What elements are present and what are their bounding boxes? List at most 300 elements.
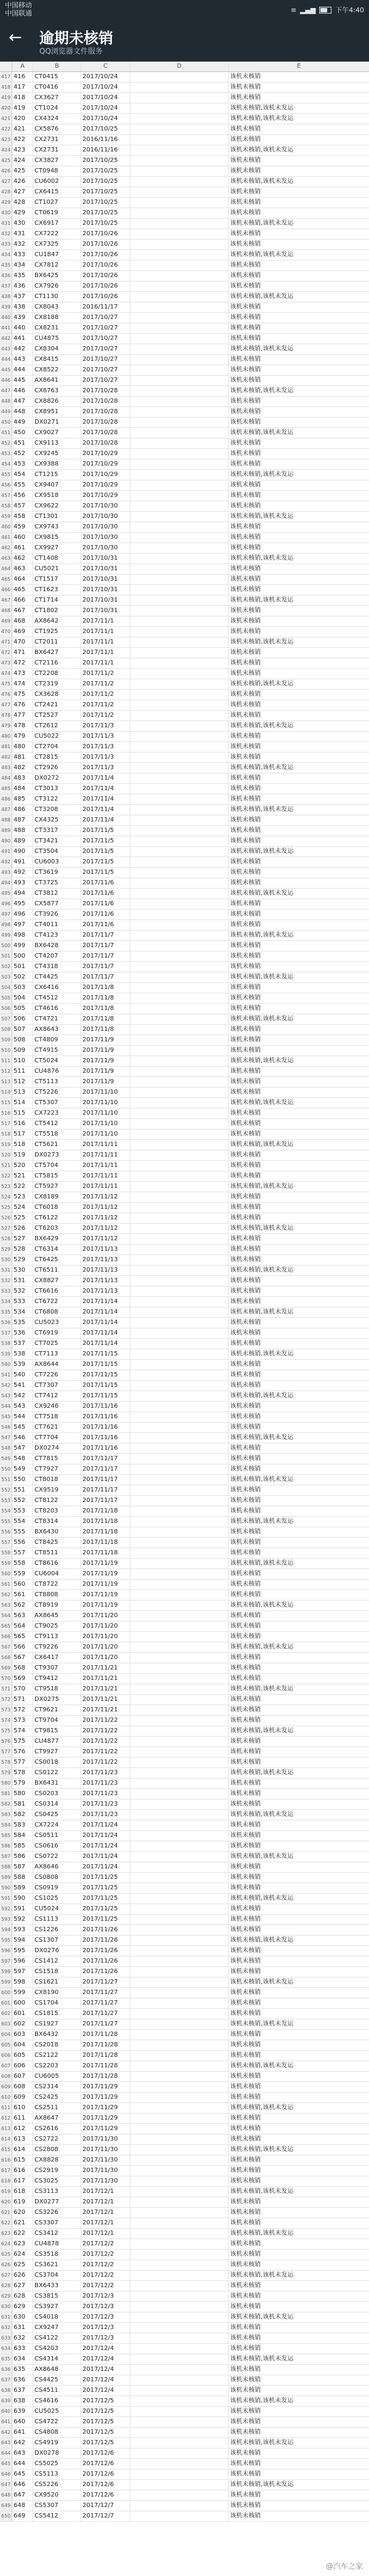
cell-a[interactable]: 649	[12, 2511, 33, 2521]
cell-a[interactable]: 548	[12, 1454, 33, 1464]
row-number[interactable]: 600	[0, 1988, 12, 1998]
cell-d[interactable]	[130, 1203, 229, 1213]
row-number[interactable]: 614	[0, 2134, 12, 2144]
row-number[interactable]: 590	[0, 1883, 12, 1893]
cell-c[interactable]: 2017/11/7	[81, 972, 130, 982]
cell-d[interactable]	[130, 2166, 229, 2176]
cell-d[interactable]	[130, 596, 229, 605]
row-number[interactable]: 592	[0, 1904, 12, 1914]
cell-b[interactable]: CS0808	[33, 1873, 81, 1883]
cell-c[interactable]: 2017/11/27	[81, 1977, 130, 1987]
cell-e[interactable]: 该机未核销	[230, 995, 261, 1001]
cell-d[interactable]	[130, 1276, 229, 1286]
cell-c[interactable]: 2017/11/19	[81, 1601, 130, 1610]
row-number[interactable]: 428	[0, 187, 12, 197]
cell-a[interactable]: 594	[12, 1936, 33, 1945]
cell-b[interactable]: CT7927	[33, 1464, 81, 1474]
cell-c[interactable]: 2017/12/2	[81, 2239, 130, 2249]
cell-a[interactable]: 633	[12, 2344, 33, 2354]
row-number[interactable]: 535	[0, 1307, 12, 1317]
cell-b[interactable]: CT1517	[33, 575, 81, 584]
cell-b[interactable]: CX7325	[33, 240, 81, 249]
row-number[interactable]: 462	[0, 543, 12, 553]
row-number[interactable]: 489	[0, 826, 12, 836]
cell-b[interactable]: CS4722	[33, 2417, 81, 2427]
cell-e[interactable]: 该机未核销	[230, 2429, 261, 2436]
cell-b[interactable]: CS5412	[33, 2511, 81, 2521]
cell-b[interactable]: CS3025	[33, 2176, 81, 2186]
row-number[interactable]: 512	[0, 1067, 12, 1076]
cell-b[interactable]: CT2011	[33, 637, 81, 647]
cell-e[interactable]: 该机未核销,该机未发运	[230, 722, 294, 729]
cell-c[interactable]: 2017/10/29	[81, 470, 130, 480]
row-number[interactable]: 417	[0, 72, 12, 82]
cell-d[interactable]	[130, 543, 229, 553]
cell-e[interactable]: 该机未核销	[230, 84, 261, 91]
cell-d[interactable]	[130, 993, 229, 1003]
row-number[interactable]: 574	[0, 1716, 12, 1726]
row-number[interactable]: 626	[0, 2260, 12, 2270]
cell-c[interactable]: 2017/12/5	[81, 2407, 130, 2417]
row-number[interactable]: 466	[0, 585, 12, 595]
cell-d[interactable]	[130, 1349, 229, 1359]
cell-e[interactable]: 该机未核销	[230, 503, 261, 509]
cell-e[interactable]: 该机未核销,该机未发运	[230, 2104, 294, 2111]
cell-d[interactable]	[130, 1831, 229, 1841]
row-number[interactable]: 624	[0, 2239, 12, 2249]
cell-a[interactable]: 516	[12, 1119, 33, 1129]
cell-e[interactable]: 该机未核销	[230, 754, 261, 761]
cell-e[interactable]: 该机未核销	[230, 262, 261, 269]
cell-a[interactable]: 454	[12, 470, 33, 480]
row-number[interactable]: 579	[0, 1768, 12, 1778]
cell-c[interactable]: 2017/12/2	[81, 2250, 130, 2259]
cell-e[interactable]: 该机未核销	[230, 858, 261, 865]
cell-c[interactable]: 2017/11/9	[81, 1035, 130, 1045]
cell-b[interactable]: CS0919	[33, 1883, 81, 1893]
cell-e[interactable]: 该机未核销	[230, 419, 261, 426]
row-number[interactable]: 610	[0, 2093, 12, 2102]
cell-e[interactable]: 该机未核销	[230, 2083, 261, 2090]
cell-d[interactable]	[130, 1192, 229, 1202]
cell-d[interactable]	[130, 386, 229, 396]
cell-d[interactable]	[130, 1904, 229, 1914]
cell-b[interactable]: CS3113	[33, 2187, 81, 2197]
cell-c[interactable]: 2017/11/5	[81, 836, 130, 846]
cell-a[interactable]: 578	[12, 1768, 33, 1778]
cell-a[interactable]: 577	[12, 1758, 33, 1767]
cell-e[interactable]: 该机未核销	[230, 1822, 261, 1828]
cell-b[interactable]: CX8188	[33, 313, 81, 323]
cell-b[interactable]: CT7815	[33, 1454, 81, 1464]
cell-b[interactable]: CX5877	[33, 899, 81, 909]
cell-b[interactable]: CT2612	[33, 721, 81, 731]
cell-b[interactable]: CX8522	[33, 365, 81, 375]
cell-e[interactable]: 该机未核销	[230, 2261, 261, 2268]
cell-d[interactable]	[130, 1894, 229, 1904]
cell-a[interactable]: 498	[12, 931, 33, 940]
cell-b[interactable]: CU6004	[33, 1569, 81, 1579]
cell-d[interactable]	[130, 1454, 229, 1464]
cell-d[interactable]	[130, 1998, 229, 2008]
cell-c[interactable]: 2017/11/6	[81, 899, 130, 909]
cell-d[interactable]	[130, 763, 229, 773]
cell-b[interactable]: CX9519	[33, 1485, 81, 1495]
row-number[interactable]: 497	[0, 910, 12, 919]
cell-b[interactable]: CT2815	[33, 753, 81, 762]
cell-d[interactable]	[130, 2417, 229, 2427]
row-number[interactable]: 471	[0, 637, 12, 647]
cell-d[interactable]	[130, 910, 229, 919]
cell-c[interactable]: 2017/11/15	[81, 1391, 130, 1401]
row-number[interactable]: 613	[0, 2124, 12, 2134]
cell-b[interactable]: CS0511	[33, 1831, 81, 1841]
cell-b[interactable]: CU4876	[33, 1067, 81, 1076]
cell-a[interactable]: 477	[12, 711, 33, 721]
cell-b[interactable]: BX6430	[33, 1527, 81, 1537]
cell-b[interactable]: CT0619	[33, 208, 81, 218]
cell-b[interactable]: CT9518	[33, 1684, 81, 1694]
cell-b[interactable]: CU4875	[33, 334, 81, 344]
cell-c[interactable]: 2017/12/3	[81, 2312, 130, 2322]
cell-c[interactable]: 2017/11/23	[81, 1768, 130, 1778]
cell-e[interactable]: 该机未核销,该机未发运	[230, 1225, 294, 1232]
cell-a[interactable]: 456	[12, 491, 33, 501]
cell-a[interactable]: 539	[12, 1360, 33, 1370]
cell-a[interactable]: 524	[12, 1203, 33, 1213]
cell-a[interactable]: 546	[12, 1433, 33, 1443]
cell-a[interactable]: 579	[12, 1779, 33, 1788]
row-number[interactable]: 461	[0, 533, 12, 543]
cell-e[interactable]: 该机未核销	[230, 1120, 261, 1127]
row-number[interactable]: 474	[0, 669, 12, 679]
cell-b[interactable]: CT4721	[33, 1014, 81, 1024]
cell-a[interactable]: 521	[12, 1171, 33, 1181]
cell-e[interactable]: 该机未核销,该机未发运	[230, 387, 294, 394]
cell-a[interactable]: 460	[12, 533, 33, 543]
cell-a[interactable]: 447	[12, 397, 33, 406]
row-number[interactable]: 445	[0, 365, 12, 375]
cell-c[interactable]: 2017/10/27	[81, 334, 130, 344]
row-number[interactable]: 584	[0, 1820, 12, 1830]
cell-a[interactable]: 612	[12, 2124, 33, 2134]
cell-e[interactable]: 该机未核销	[230, 1173, 261, 1179]
cell-d[interactable]	[130, 1046, 229, 1056]
cell-a[interactable]: 636	[12, 2375, 33, 2385]
cell-d[interactable]	[130, 2312, 229, 2322]
cell-e[interactable]: 该机未核销	[230, 1570, 261, 1577]
cell-c[interactable]: 2017/10/29	[81, 449, 130, 459]
cell-a[interactable]: 559	[12, 1569, 33, 1579]
row-number[interactable]: 444	[0, 355, 12, 365]
cell-e[interactable]: 该机未核销,该机未发运	[230, 2062, 294, 2069]
spreadsheet[interactable]	[0, 62, 369, 2522]
cell-b[interactable]: CT6511	[33, 1266, 81, 1275]
cell-b[interactable]: CT3725	[33, 878, 81, 888]
cell-b[interactable]: CX8951	[33, 407, 81, 417]
cell-e[interactable]: 该机未核销	[230, 461, 261, 467]
cell-a[interactable]: 618	[12, 2187, 33, 2197]
cell-d[interactable]	[130, 1307, 229, 1317]
cell-d[interactable]	[130, 2438, 229, 2448]
row-number[interactable]: 573	[0, 1705, 12, 1715]
row-number[interactable]: 484	[0, 773, 12, 783]
cell-c[interactable]: 2017/10/25	[81, 208, 130, 218]
cell-b[interactable]: CS0616	[33, 1841, 81, 1851]
cell-b[interactable]: CS0314	[33, 1799, 81, 1809]
cell-c[interactable]: 2017/11/13	[81, 1276, 130, 1286]
cell-c[interactable]: 2017/11/3	[81, 732, 130, 741]
row-number[interactable]: 502	[0, 962, 12, 972]
cell-a[interactable]: 556	[12, 1538, 33, 1548]
cell-c[interactable]: 2017/11/26	[81, 1936, 130, 1945]
cell-d[interactable]	[130, 491, 229, 501]
cell-e[interactable]: 该机未核销	[230, 1455, 261, 1462]
cell-d[interactable]	[130, 857, 229, 867]
cell-e[interactable]: 该机未核销	[230, 921, 261, 928]
cell-b[interactable]: CS4203	[33, 2344, 81, 2354]
cell-b[interactable]: CX7223	[33, 1108, 81, 1118]
cell-c[interactable]: 2017/11/8	[81, 1004, 130, 1014]
cell-e[interactable]: 该机未核销,该机未发运	[230, 115, 294, 122]
cell-b[interactable]: CX8189	[33, 1192, 81, 1202]
cell-d[interactable]	[130, 1632, 229, 1642]
cell-c[interactable]: 2017/10/25	[81, 156, 130, 166]
cell-d[interactable]	[130, 156, 229, 166]
cell-a[interactable]: 462	[12, 554, 33, 563]
cell-a[interactable]: 557	[12, 1548, 33, 1558]
cell-a[interactable]: 433	[12, 250, 33, 260]
cell-d[interactable]	[130, 1381, 229, 1391]
cell-a[interactable]: 530	[12, 1266, 33, 1275]
cell-e[interactable]: 该机未核销	[230, 544, 261, 551]
cell-d[interactable]	[130, 2271, 229, 2280]
cell-d[interactable]	[130, 2281, 229, 2291]
cell-b[interactable]: AX8644	[33, 1360, 81, 1370]
cell-d[interactable]	[130, 2019, 229, 2029]
row-number[interactable]: 552	[0, 1485, 12, 1495]
cell-a[interactable]: 606	[12, 2061, 33, 2071]
cell-e[interactable]: 该机未核销	[230, 2324, 261, 2331]
row-number[interactable]: 609	[0, 2082, 12, 2092]
row-number[interactable]: 596	[0, 1946, 12, 1956]
cell-c[interactable]: 2017/12/4	[81, 2375, 130, 2385]
cell-c[interactable]: 2017/11/5	[81, 868, 130, 878]
cell-d[interactable]	[130, 564, 229, 574]
cell-d[interactable]	[130, 679, 229, 689]
cell-b[interactable]: CT9704	[33, 1716, 81, 1726]
row-number[interactable]: 617	[0, 2166, 12, 2176]
row-number[interactable]: 511	[0, 1056, 12, 1066]
row-number[interactable]: 562	[0, 1590, 12, 1600]
cell-b[interactable]: CU1847	[33, 250, 81, 260]
row-number[interactable]: 587	[0, 1852, 12, 1862]
row-number[interactable]: 553	[0, 1496, 12, 1506]
cell-d[interactable]	[130, 250, 229, 260]
cell-e[interactable]: 该机未核销	[230, 628, 261, 635]
cell-c[interactable]: 2017/11/29	[81, 2082, 130, 2092]
cell-e[interactable]: 该机未核销	[230, 534, 261, 541]
cell-c[interactable]: 2017/10/31	[81, 554, 130, 563]
cell-e[interactable]: 该机未核销	[230, 1403, 261, 1410]
row-number[interactable]: 418	[0, 83, 12, 92]
cell-d[interactable]	[130, 1915, 229, 1924]
cell-b[interactable]: CT5927	[33, 1182, 81, 1192]
cell-a[interactable]: 602	[12, 2019, 33, 2029]
cell-a[interactable]: 443	[12, 355, 33, 365]
cell-d[interactable]	[130, 2407, 229, 2417]
cell-d[interactable]	[130, 700, 229, 710]
cell-b[interactable]: CT2704	[33, 742, 81, 752]
cell-a[interactable]: 429	[12, 208, 33, 218]
cell-a[interactable]: 426	[12, 177, 33, 187]
row-number[interactable]: 631	[0, 2312, 12, 2322]
cell-c[interactable]: 2017/10/25	[81, 187, 130, 197]
cell-b[interactable]: CT5518	[33, 1129, 81, 1139]
cell-a[interactable]: 467	[12, 606, 33, 616]
cell-c[interactable]: 2017/11/13	[81, 1266, 130, 1275]
cell-a[interactable]: 464	[12, 575, 33, 584]
cell-b[interactable]: CX4324	[33, 114, 81, 124]
cell-e[interactable]: 该机未核销,该机未发运	[230, 1895, 294, 1902]
cell-b[interactable]: CS0203	[33, 1789, 81, 1799]
row-number[interactable]: 586	[0, 1841, 12, 1851]
cell-e[interactable]: 该机未核销	[230, 1330, 261, 1336]
cell-e[interactable]: 该机未核销	[230, 94, 261, 101]
cell-c[interactable]: 2017/10/27	[81, 376, 130, 386]
cell-c[interactable]: 2017/12/7	[81, 2511, 130, 2521]
cell-b[interactable]: CS1927	[33, 2019, 81, 2029]
cell-e[interactable]: 该机未核销	[230, 879, 261, 886]
cell-b[interactable]: CT9113	[33, 1632, 81, 1642]
cell-b[interactable]: CT7113	[33, 1349, 81, 1359]
cell-d[interactable]	[130, 1967, 229, 1977]
row-number[interactable]: 628	[0, 2281, 12, 2291]
cell-b[interactable]: CT4809	[33, 1035, 81, 1045]
cell-a[interactable]: 502	[12, 972, 33, 982]
cell-d[interactable]	[130, 711, 229, 721]
row-number[interactable]: 490	[0, 836, 12, 846]
row-number[interactable]: 591	[0, 1894, 12, 1904]
cell-a[interactable]: 574	[12, 1726, 33, 1736]
cell-a[interactable]: 442	[12, 344, 33, 354]
cell-b[interactable]: CT9307	[33, 1663, 81, 1673]
cell-c[interactable]: 2017/11/13	[81, 1245, 130, 1254]
cell-a[interactable]: 593	[12, 1925, 33, 1935]
cell-e[interactable]: 该机未核销	[230, 1528, 261, 1535]
cell-d[interactable]	[130, 292, 229, 302]
row-number[interactable]: 602	[0, 2009, 12, 2019]
cell-d[interactable]	[130, 187, 229, 197]
cell-a[interactable]: 575	[12, 1737, 33, 1746]
cell-e[interactable]: 该机未核销	[230, 796, 261, 802]
cell-e[interactable]: 该机未核销	[230, 1497, 261, 1504]
cell-d[interactable]	[130, 1695, 229, 1705]
cell-a[interactable]: 603	[12, 2030, 33, 2040]
cell-e[interactable]: 该机未核销	[230, 492, 261, 499]
cell-e[interactable]: 该机未核销,该机未发运	[230, 2356, 294, 2362]
cell-e[interactable]: 该机未核销	[230, 1801, 261, 1807]
cell-a[interactable]: 438	[12, 302, 33, 312]
cell-e[interactable]: 该机未核销	[230, 304, 261, 310]
cell-c[interactable]: 2017/10/29	[81, 459, 130, 469]
cell-d[interactable]	[130, 1758, 229, 1767]
cell-e[interactable]: 该机未核销,该机未发运	[230, 1392, 294, 1399]
row-number[interactable]: 526	[0, 1213, 12, 1223]
cell-e[interactable]: 该机未核销	[230, 2219, 261, 2226]
cell-b[interactable]: CT4425	[33, 972, 81, 982]
cell-e[interactable]: 该机未核销	[230, 1989, 261, 1996]
cell-b[interactable]: CU5025	[33, 2407, 81, 2417]
cell-d[interactable]	[130, 2480, 229, 2490]
row-number[interactable]: 554	[0, 1506, 12, 1516]
cell-e[interactable]: 该机未核销	[230, 2460, 261, 2467]
cell-a[interactable]: 627	[12, 2281, 33, 2291]
cell-c[interactable]: 2017/10/30	[81, 543, 130, 553]
cell-a[interactable]: 430	[12, 219, 33, 228]
cell-b[interactable]: AX8643	[33, 1025, 81, 1035]
cell-e[interactable]: 该机未核销,该机未发运	[230, 1979, 294, 1985]
cell-e[interactable]: 该机未核销	[230, 576, 261, 583]
row-number[interactable]: 571	[0, 1684, 12, 1694]
cell-b[interactable]: CU5021	[33, 564, 81, 574]
cell-d[interactable]	[130, 1245, 229, 1254]
cell-d[interactable]	[130, 1737, 229, 1746]
row-number[interactable]: 509	[0, 1035, 12, 1045]
cell-b[interactable]: CX3827	[33, 156, 81, 166]
cell-b[interactable]: CT3421	[33, 836, 81, 846]
cell-a[interactable]: 466	[12, 596, 33, 605]
cell-a[interactable]: 587	[12, 1862, 33, 1872]
row-number[interactable]: 534	[0, 1297, 12, 1307]
cell-e[interactable]: 该机未核销	[230, 1487, 261, 1493]
cell-e[interactable]: 该机未核销	[230, 1277, 261, 1284]
cell-a[interactable]: 605	[12, 2051, 33, 2061]
cell-d[interactable]	[130, 1108, 229, 1118]
cell-c[interactable]: 2017/12/2	[81, 2271, 130, 2280]
cell-d[interactable]	[130, 1590, 229, 1600]
cell-a[interactable]: 611	[12, 2114, 33, 2123]
cell-a[interactable]: 451	[12, 438, 33, 448]
cell-d[interactable]	[130, 2155, 229, 2165]
cell-c[interactable]: 2017/10/27	[81, 365, 130, 375]
row-number[interactable]: 593	[0, 1915, 12, 1924]
cell-d[interactable]	[130, 2218, 229, 2228]
cell-c[interactable]: 2017/11/25	[81, 1894, 130, 1904]
cell-d[interactable]	[130, 1234, 229, 1244]
row-number[interactable]: 422	[0, 124, 12, 134]
cell-e[interactable]: 该机未核销	[230, 168, 261, 174]
cell-d[interactable]	[130, 627, 229, 637]
cell-b[interactable]: CS2018	[33, 2040, 81, 2050]
cell-a[interactable]: 561	[12, 1590, 33, 1600]
cell-a[interactable]: 580	[12, 1789, 33, 1799]
cell-a[interactable]: 488	[12, 826, 33, 836]
cell-c[interactable]: 2017/11/12	[81, 1234, 130, 1244]
cell-d[interactable]	[130, 1663, 229, 1673]
cell-e[interactable]: 该机未核销	[230, 1748, 261, 1755]
cell-d[interactable]	[130, 2511, 229, 2521]
cell-c[interactable]: 2017/11/25	[81, 1915, 130, 1924]
cell-e[interactable]: 该机未核销	[230, 2000, 261, 2006]
cell-e[interactable]: 该机未核销	[230, 126, 261, 132]
row-number[interactable]: 480	[0, 732, 12, 741]
cell-a[interactable]: 475	[12, 690, 33, 700]
cell-b[interactable]: AX8645	[33, 1611, 81, 1621]
cell-b[interactable]: DX0276	[33, 1946, 81, 1956]
cell-b[interactable]: CT9927	[33, 1747, 81, 1757]
cell-c[interactable]: 2017/11/18	[81, 1538, 130, 1548]
